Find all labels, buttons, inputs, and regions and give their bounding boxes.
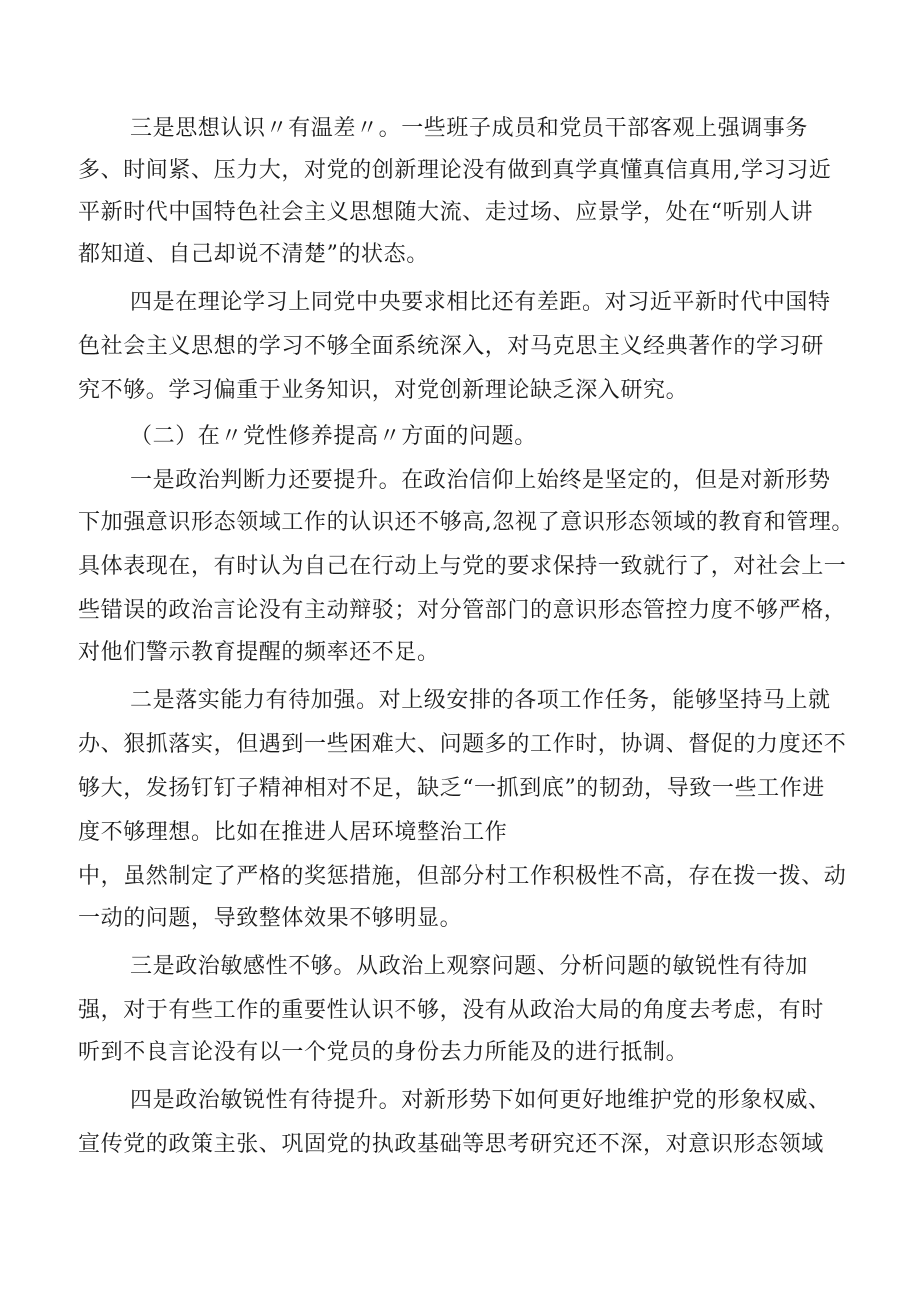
text-line: 色社会主义思想的学习不够全面系统深入，对马克思主义经典著作的学习研 <box>78 334 824 359</box>
text-line: 够大，发扬钉钉子精神相对不足，缺乏“一抓到底”的韧劲，导致一些工作进 <box>78 776 825 801</box>
text-line: 听到不良言论没有以一个党员的身份去力所能及的进行抵制。 <box>78 1040 689 1065</box>
text-line: 三是政治敏感性不够。从政治上观察问题、分析问题的敏锐性有待加 <box>130 954 809 979</box>
text-line: 下加强意识形态领域工作的认识还不够高,忽视了意识形态领域的教育和管理。 <box>78 510 854 535</box>
text-line: 三是思想认识〃有温差〃。一些班子成员和党员干部客观上强调事务 <box>130 116 809 141</box>
text-line: 一动的问题，导致整体效果不够明显。 <box>78 906 463 931</box>
text-line: 四是在理论学习上同党中央要求相比还有差距。对习近平新时代中国特 <box>130 290 831 315</box>
text-line: 一是政治判断力还要提升。在政治信仰上始终是坚定的，但是对新形势 <box>130 468 831 493</box>
text-line: 中，虽然制定了严格的奖惩措施，但部分村工作积极性不高，存在拨一拨、动 <box>78 864 847 889</box>
text-line: 都知道、自己却说不清楚”的状态。 <box>78 242 429 267</box>
text-line: 四是政治敏锐性有待提升。对新形势下如何更好地维护党的形象权威、 <box>130 1088 831 1113</box>
text-line: 强，对于有些工作的重要性认识不够，没有从政治大局的角度去考虑，有时 <box>78 998 824 1023</box>
text-line: 究不够。学习偏重于业务知识，对党创新理论缺乏深入研究。 <box>78 378 689 403</box>
text-line: 度不够理想。比如在推进人居环境整治工作 <box>78 820 508 845</box>
section-heading: （二）在〃党性修养提高〃方面的问题。 <box>130 424 537 449</box>
text-line: 对他们警示教育提醒的频率还不足。 <box>78 640 440 665</box>
text-line: 宣传党的政策主张、巩固党的执政基础等思考研究还不深，对意识形态领域 <box>78 1132 824 1157</box>
text-line: 具体表现在，有时认为自己在行动上与党的要求保持一致就行了，对社会上一 <box>78 554 847 579</box>
text-line: 些错误的政治言论没有主动辩驳；对分管部门的意识形态管控力度不够严格， <box>78 598 847 623</box>
text-line: 办、狠抓落实，但遇到一些困难大、问题多的工作时，协调、督促的力度还不 <box>78 732 847 757</box>
text-line: 二是落实能力有待加强。对上级安排的各项工作任务，能够坚持马上就 <box>130 688 831 713</box>
text-line: 平新时代中国特色社会主义思想随大流、走过场、应景学，处在“听别人讲 <box>78 200 814 225</box>
text-line: 多、时间紧、压力大，对党的创新理论没有做到真学真懂真信真用,学习习近 <box>78 158 832 183</box>
